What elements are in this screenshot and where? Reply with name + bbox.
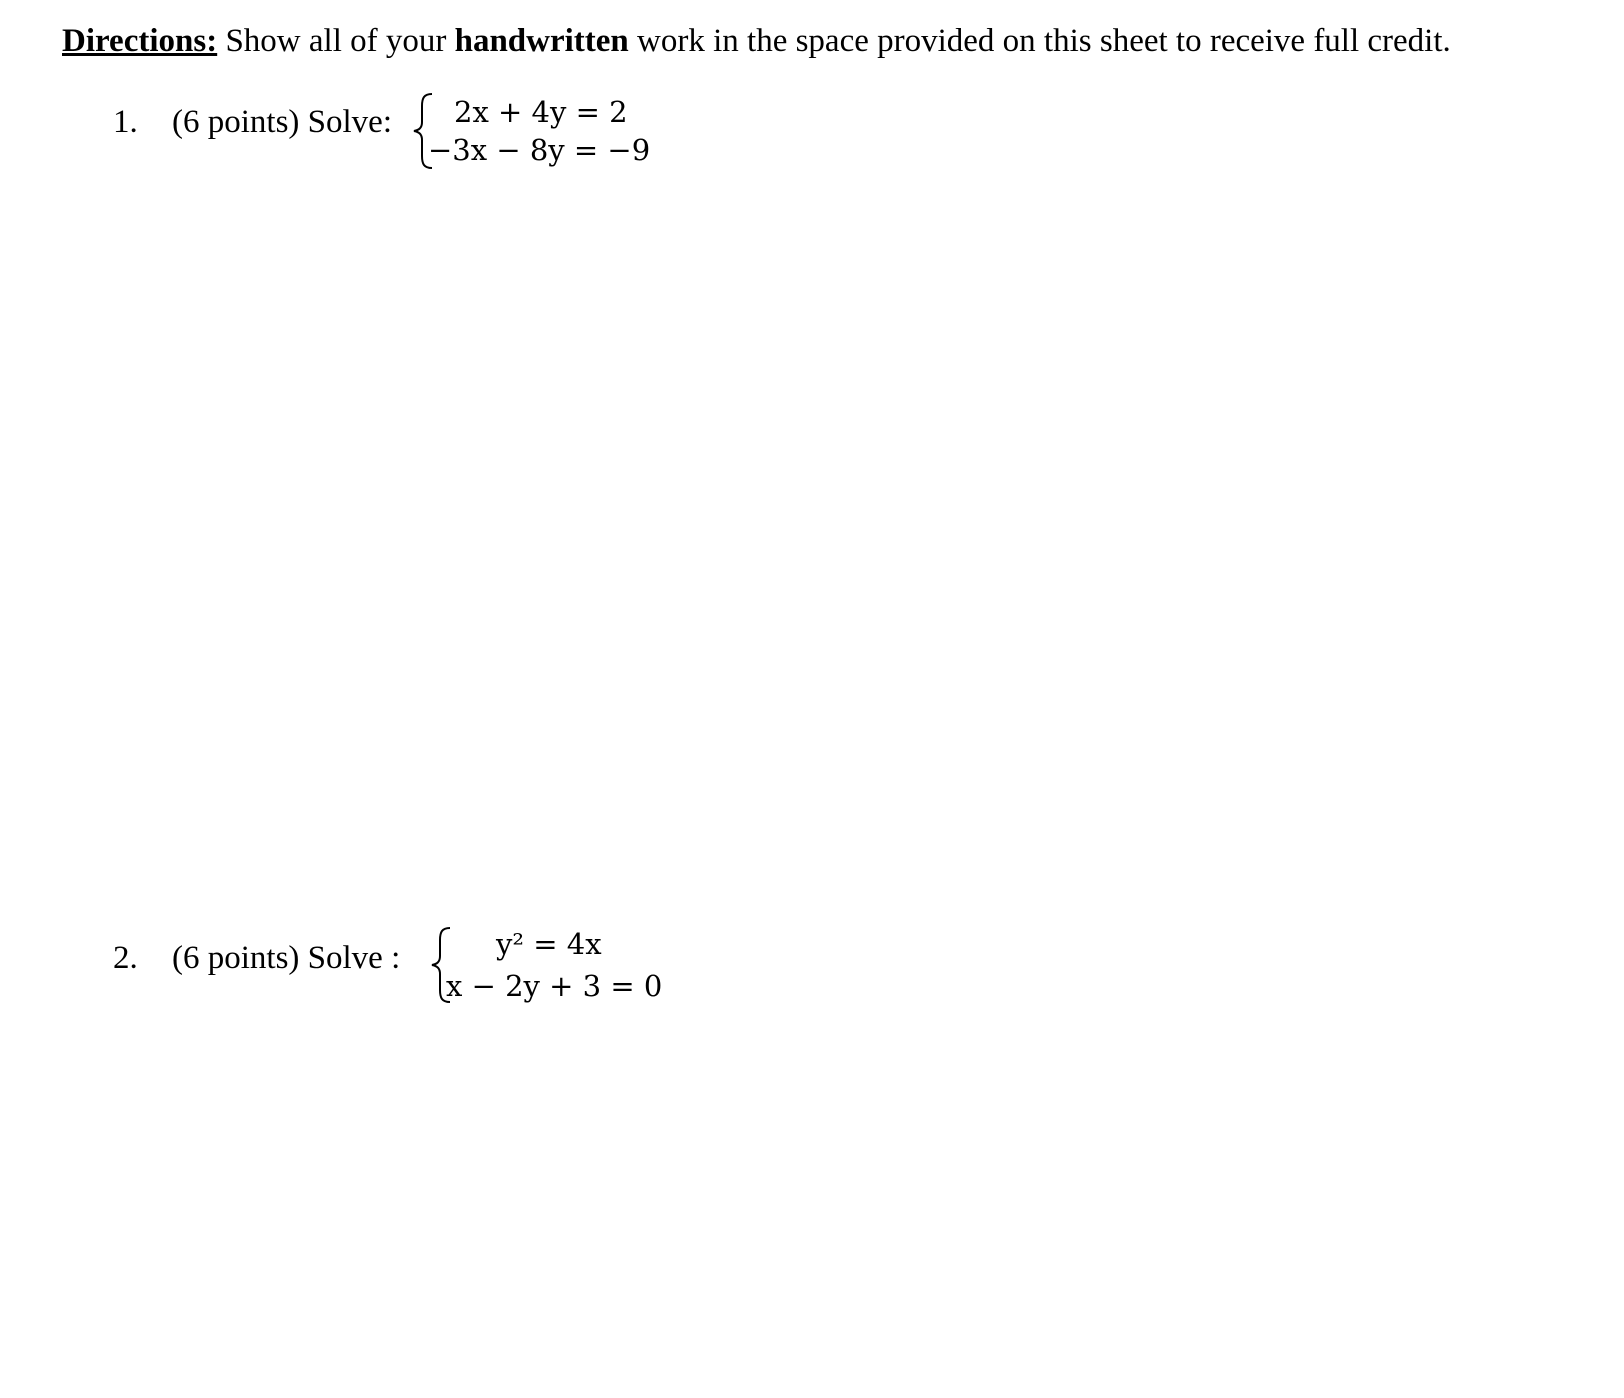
directions-text-after: work in the space provided on this sheet to receive full credit. bbox=[628, 23, 1451, 59]
directions-text-before: Show all of your bbox=[217, 23, 455, 59]
equation-text: −3x − 8y = −9 bbox=[428, 133, 651, 167]
equation-2 bbox=[428, 132, 650, 168]
problem-prompt: (6 points) Solve : bbox=[172, 940, 401, 976]
equation-text: x − 2y + 3 = 0 bbox=[446, 969, 663, 1003]
equation-system bbox=[412, 92, 672, 172]
directions-label: Directions: bbox=[62, 23, 218, 59]
problem-number: 2. bbox=[113, 940, 138, 976]
equation-2 bbox=[446, 968, 662, 1004]
directions-bold-word: handwritten bbox=[454, 23, 629, 59]
equation-system bbox=[430, 926, 690, 1010]
directions-line bbox=[62, 18, 1451, 64]
equation-text: y² = 4x bbox=[496, 927, 602, 961]
problem-number: 1. bbox=[113, 104, 138, 140]
equation-1 bbox=[496, 926, 602, 962]
problem-2 bbox=[0, 927, 1000, 1022]
problem-1 bbox=[0, 96, 1000, 186]
problem-prompt: (6 points) Solve: bbox=[172, 104, 392, 140]
equation-text: 2x + 4y = 2 bbox=[454, 95, 628, 129]
equation-1 bbox=[454, 94, 628, 130]
